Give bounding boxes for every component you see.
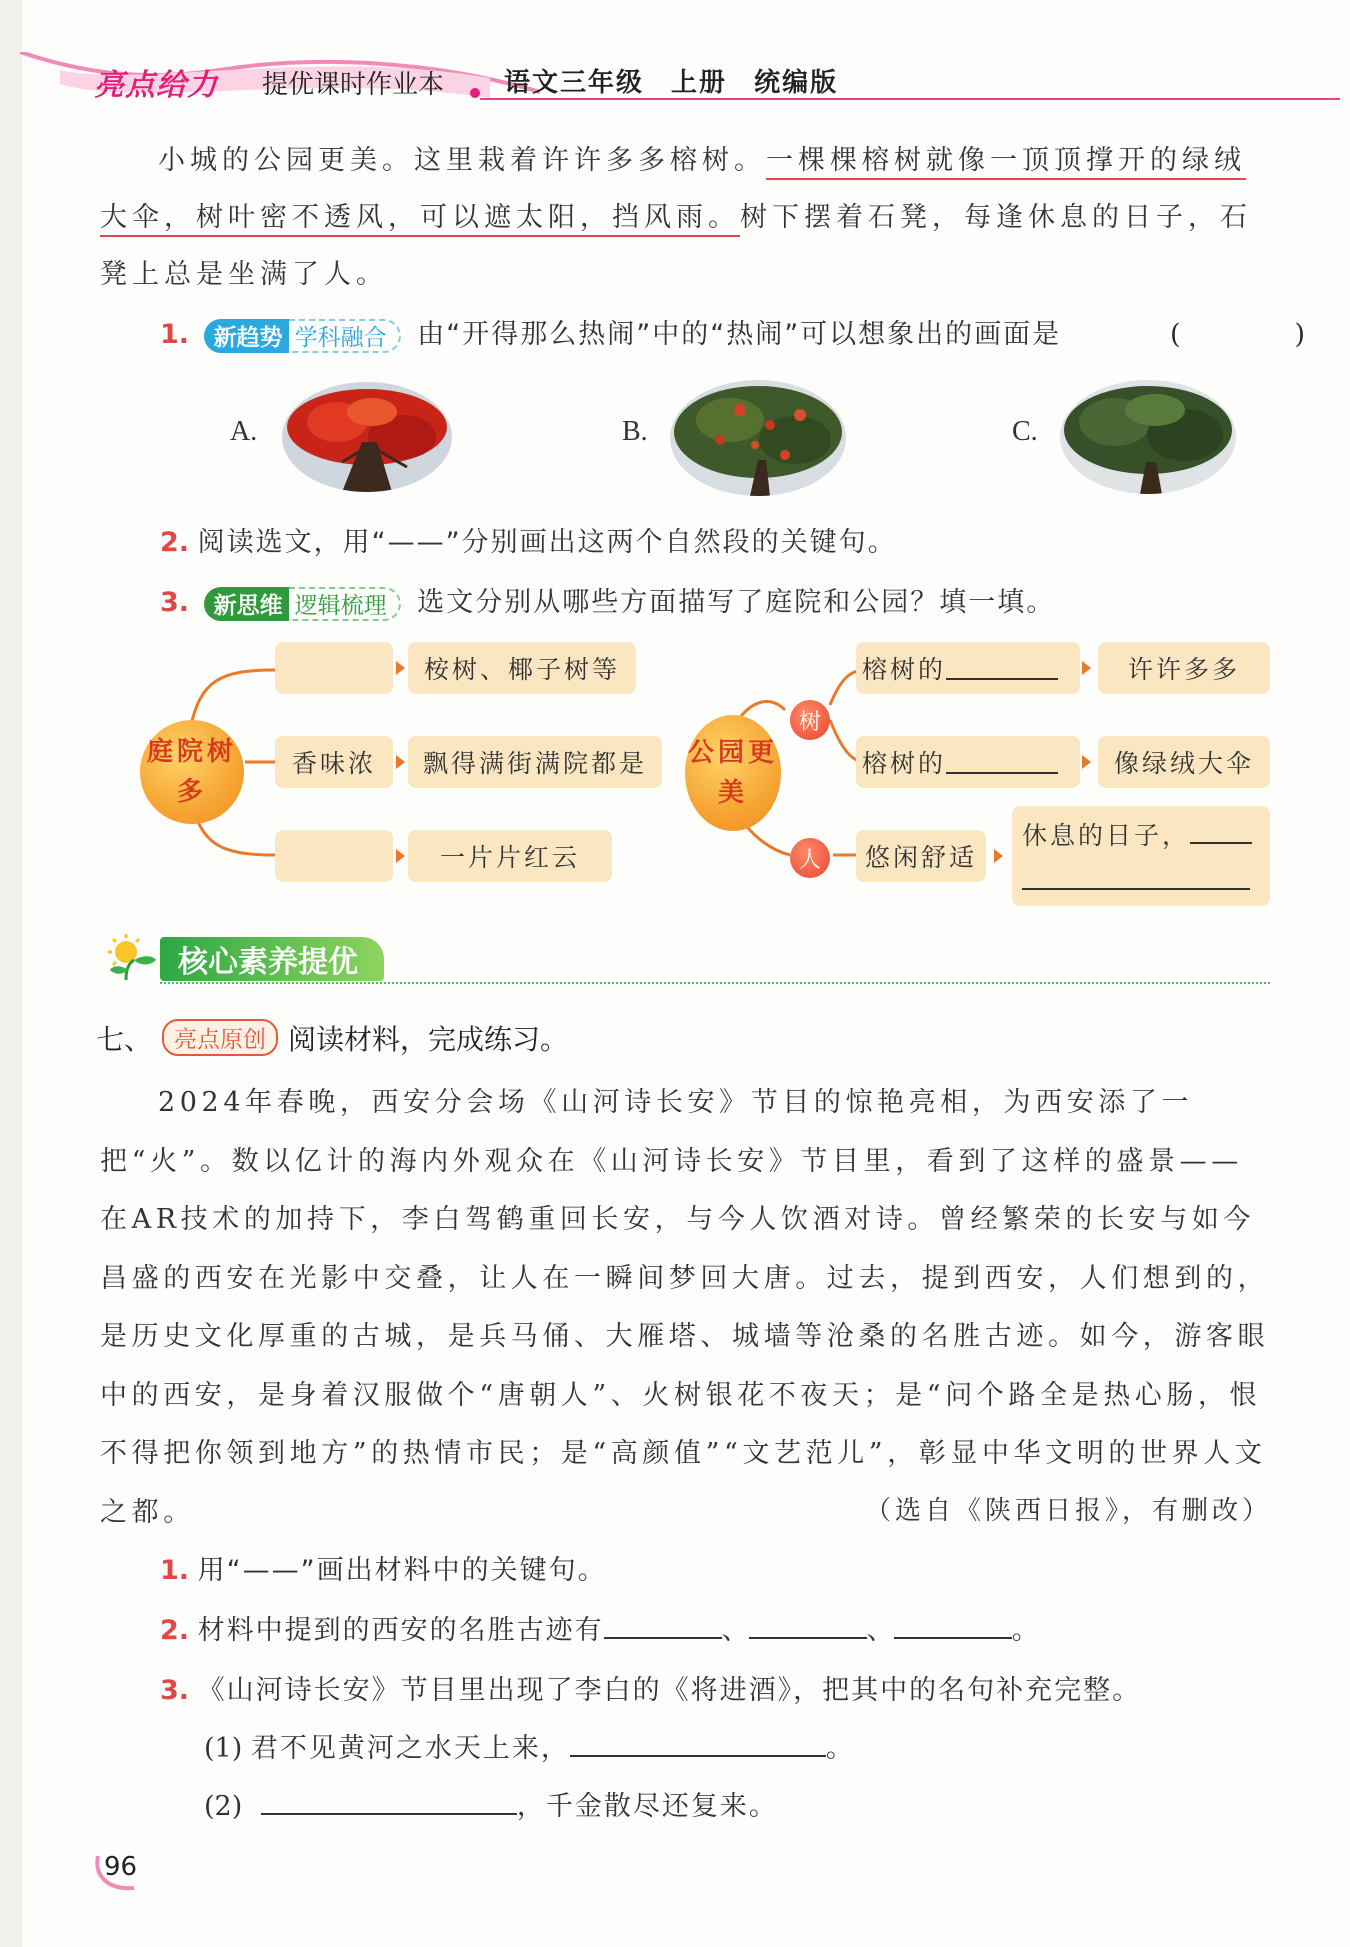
tag-new-thinking-right: 逻辑梳理 bbox=[289, 587, 401, 621]
section-title: 核心素养提优 bbox=[160, 937, 384, 981]
poem-blank-2[interactable] bbox=[261, 1791, 517, 1815]
mindmap-left-row3-right: 一片片红云 bbox=[408, 830, 612, 882]
passage-2-source: （选自《陕西日报》，有删改） bbox=[864, 1496, 1272, 1526]
question-1-number: 1. bbox=[160, 319, 190, 350]
question-3-text: 选文分别从哪些方面描写了庭院和公园？填一填。 bbox=[417, 587, 1056, 618]
page-edge bbox=[0, 0, 22, 1947]
full-stop: 。 bbox=[825, 1733, 853, 1764]
tag-original: 亮点原创 bbox=[162, 1019, 278, 1056]
passage-1-tail: 树下摆着石凳，每逢休息的日子，石凳上总是坐满了人。 bbox=[100, 202, 1252, 290]
arrow-icon bbox=[1082, 755, 1091, 769]
poem-line-1-text: 君不见黄河之水天上来， bbox=[250, 1733, 570, 1764]
question-3-number: 3. bbox=[160, 587, 190, 618]
fill-blank-2[interactable] bbox=[749, 1615, 867, 1639]
answer-paren: ( ) bbox=[1170, 319, 1326, 350]
mindmap-right-row3-label: 休息的日子， bbox=[1022, 821, 1191, 850]
option-a-image[interactable] bbox=[282, 382, 452, 492]
question-1 bbox=[160, 312, 1061, 353]
mindmap-right-row1-right: 许许多多 bbox=[1098, 642, 1270, 694]
mindmap-branch-tree: 树 bbox=[790, 700, 830, 740]
mindmap-branch-people: 人 bbox=[790, 838, 830, 878]
q7-item-2 bbox=[160, 1608, 1039, 1647]
question-2 bbox=[160, 520, 897, 559]
passage-2-text: 2024年春晚，西安分会场《山河诗长安》节目的惊艳亮相，为西安添了一把“火”。数以亿计的海内外观众在《山河诗长安》节目里，看到了这样的盛景——在AR技术的加持下，李白驾鹤重回长安，与今人饮酒对诗。曾经繁荣的长安与如今昌盛的西安在光影中交叠，让人在一瞬间梦回大唐。过去，提到西安，人们想到的，是历史文化厚重的古城，是兵马俑、大雁塔、城墙等沧桑的名胜古迹。如今，游客眼中的西安，是身着汉服做个“唐朝人”、火树银花不夜天；是“问个路全是热心肠，恨不得把你领到地方”的热情市民；是“高颜值”“文艺范儿”，彰显中华文明的世界人文之都。 bbox=[100, 1087, 1270, 1528]
tag-new-trend-left: 新趋势 bbox=[204, 319, 289, 353]
mindmap-left-row1-blank[interactable] bbox=[275, 642, 393, 694]
q7-item-1 bbox=[160, 1548, 607, 1587]
option-c-label: C. bbox=[1012, 416, 1038, 447]
mindmap-right-row3-right[interactable] bbox=[1012, 806, 1270, 906]
question-7 bbox=[96, 1018, 568, 1058]
passage-1-key-sentence: 一棵棵榕树就像一顶顶撑开的绿绒大伞，树叶密不透风，可以遮太阳，挡风雨。 bbox=[100, 145, 1246, 237]
q7-item-1-number: 1. bbox=[160, 1555, 190, 1586]
separator: 、 bbox=[721, 1615, 749, 1646]
arrow-icon bbox=[994, 849, 1003, 863]
mindmap-right-row2-left[interactable] bbox=[856, 736, 1080, 788]
separator: 、 bbox=[866, 1615, 894, 1646]
full-stop: 。 bbox=[1011, 1615, 1039, 1646]
page-number: 96 bbox=[104, 1852, 138, 1882]
q7-item-3 bbox=[160, 1668, 1141, 1707]
fill-blank-1[interactable] bbox=[604, 1615, 722, 1639]
fill-blank[interactable] bbox=[1190, 820, 1252, 844]
question-1-text: 由“开得那么热闹”中的“热闹”可以想象出的画面是 bbox=[417, 319, 1062, 350]
mindmap-right-row2-label: 榕树的 bbox=[862, 749, 947, 778]
q7-item-1-text: 用“——”画出材料中的关键句。 bbox=[197, 1555, 607, 1586]
question-7-text: 阅读材料，完成练习。 bbox=[288, 1023, 569, 1056]
q7-item-3-text: 《山河诗长安》节目里出现了李白的《将进酒》，把其中的名句补充完整。 bbox=[197, 1675, 1142, 1706]
tag-new-trend-right: 学科融合 bbox=[289, 319, 401, 353]
arrow-icon bbox=[1082, 661, 1091, 675]
sun-sprout-icon bbox=[104, 930, 160, 986]
header-subtitle: 提优课时作业本 bbox=[262, 70, 445, 100]
header-grade: 语文三年级 上册 统编版 bbox=[504, 68, 839, 98]
section-rule bbox=[160, 982, 1270, 984]
option-c-image[interactable] bbox=[1060, 380, 1236, 494]
q7-item-3-number: 3. bbox=[160, 1675, 190, 1706]
mindmap-left-row2-right: 飘得满街满院都是 bbox=[408, 736, 662, 788]
tag-new-thinking-left: 新思维 bbox=[204, 587, 289, 621]
option-b-image[interactable] bbox=[670, 380, 846, 496]
tag-new-trend bbox=[204, 319, 401, 353]
q7-item-2-number: 2. bbox=[160, 1615, 190, 1646]
fill-blank-3[interactable] bbox=[894, 1615, 1012, 1639]
poem-line-2-text: ，千金散尽还复来。 bbox=[516, 1791, 778, 1822]
fill-blank[interactable] bbox=[1022, 866, 1250, 890]
poem-line-1 bbox=[204, 1726, 853, 1765]
question-2-number: 2. bbox=[160, 527, 190, 558]
poem-line-1-number: (1) bbox=[204, 1733, 243, 1764]
question-7-number: 七、 bbox=[96, 1023, 153, 1056]
option-b-label: B. bbox=[622, 416, 648, 447]
fill-blank[interactable] bbox=[946, 656, 1058, 680]
header-brand: 亮点给力 bbox=[94, 68, 218, 103]
poem-line-2-number: (2) bbox=[204, 1791, 243, 1822]
option-a-label: A. bbox=[230, 416, 258, 447]
header-rule bbox=[480, 98, 1340, 100]
tag-new-thinking bbox=[204, 587, 401, 621]
poem-blank-1[interactable] bbox=[570, 1733, 826, 1757]
question-3 bbox=[160, 580, 1055, 621]
fill-blank[interactable] bbox=[946, 750, 1058, 774]
mindmap-right-row1-left[interactable] bbox=[856, 642, 1080, 694]
q7-item-2-text: 材料中提到的西安的名胜古迹有 bbox=[197, 1615, 604, 1646]
arrow-icon bbox=[396, 755, 405, 769]
mindmap-right-row3-left: 悠闲舒适 bbox=[856, 830, 986, 882]
arrow-icon bbox=[396, 849, 405, 863]
mindmap-left-row1-right: 桉树、椰子树等 bbox=[408, 642, 636, 694]
question-2-text: 阅读选文，用“——”分别画出这两个自然段的关键句。 bbox=[197, 527, 897, 558]
mindmap-right-row2-right: 像绿绒大伞 bbox=[1098, 736, 1270, 788]
mindmap-right-center: 公园更美 bbox=[685, 715, 781, 831]
mindmap-left-row3-blank[interactable] bbox=[275, 830, 393, 882]
poem-line-2 bbox=[204, 1784, 778, 1823]
mindmap-left-row2-left: 香味浓 bbox=[275, 736, 393, 788]
arrow-icon bbox=[396, 661, 405, 675]
passage-1-lead: 小城的公园更美。这里栽着许许多多榕树。 bbox=[158, 145, 766, 176]
header-dot bbox=[470, 88, 480, 98]
passage-2 bbox=[100, 1074, 1270, 1542]
passage-1 bbox=[100, 132, 1270, 303]
mindmap-right-row1-label: 榕树的 bbox=[862, 655, 947, 684]
mindmap-left-center: 庭院树多 bbox=[140, 720, 244, 824]
